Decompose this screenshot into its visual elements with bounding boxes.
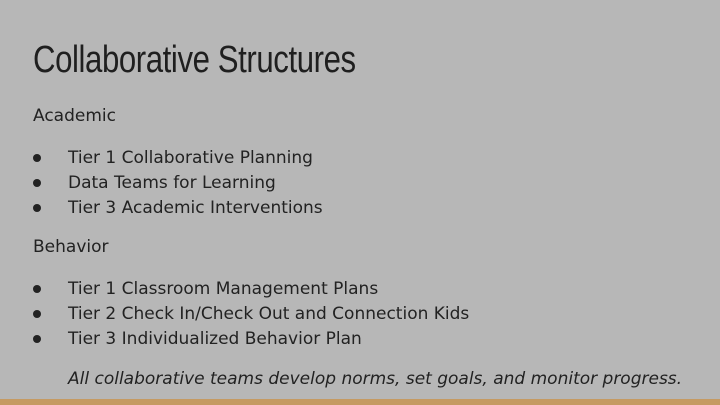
footer-note: All collaborative teams develop norms, set goals, and monitor progress.	[68, 369, 683, 389]
academic-item-text: Data Teams for Learning	[68, 173, 276, 193]
bullet-icon	[33, 154, 41, 162]
bullet-icon	[33, 204, 41, 212]
behavior-item-text: Tier 3 Individualized Behavior Plan	[68, 329, 362, 349]
bullet-icon	[33, 179, 41, 187]
bullet-icon	[33, 310, 41, 318]
bullet-icon	[33, 335, 41, 343]
academic-section-label: Academic	[33, 106, 116, 126]
academic-item-text: Tier 3 Academic Interventions	[68, 198, 323, 218]
behavior-item-text: Tier 2 Check In/Check Out and Connection Kids	[68, 304, 470, 324]
bullet-icon	[33, 285, 41, 293]
behavior-item-text: Tier 1 Classroom Management Plans	[68, 279, 379, 299]
academic-item-text: Tier 1 Collaborative Planning	[68, 148, 313, 168]
bottom-accent-bar	[0, 399, 720, 405]
slide-title: Collaborative Structures	[33, 39, 356, 81]
behavior-section-label: Behavior	[33, 237, 109, 257]
